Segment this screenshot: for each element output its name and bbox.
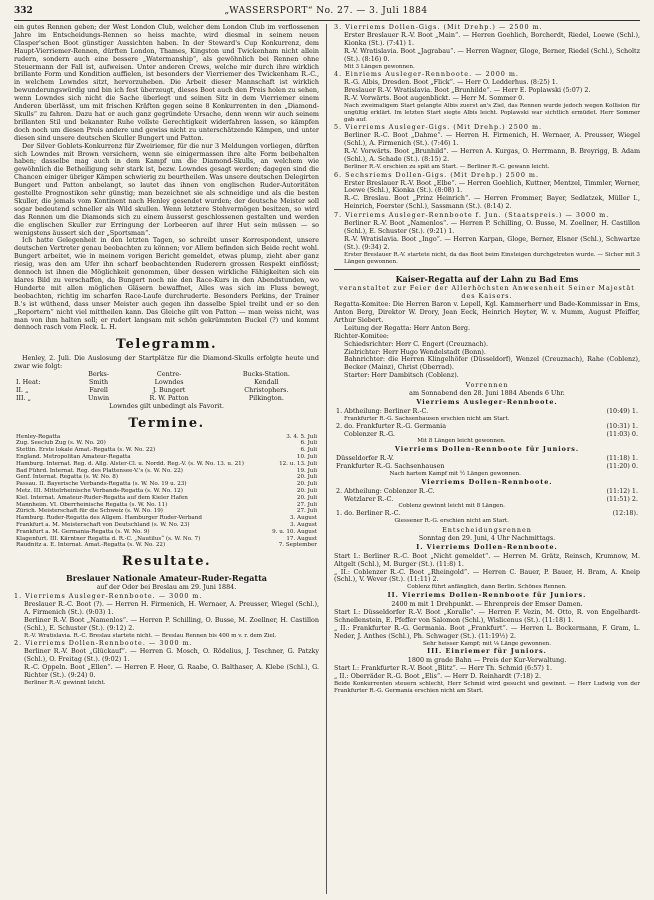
table-cell: Frankfurt a. M. Germania-Regatta (s. W. No. 9)	[16, 528, 150, 535]
race-result: R.-C. Oppeln. Boot „Ellen“. — Herren F. Heer, G. Raabe, O. Balthaser, A. Klebe (Schl.), G. Richter (St.). (9:24) 0.	[24, 663, 319, 680]
table-row	[14, 461, 319, 468]
table-row	[14, 542, 319, 549]
journal-title: „WASSERSPORT“ No. 27. — 3. Juli 1884	[224, 6, 428, 16]
table-cell: 2. Abtheilung: Coblenzer R.-C.	[336, 486, 435, 495]
table-cell: Wetzlarer R.-C.	[344, 494, 394, 503]
table-cell: Lowndes	[154, 378, 184, 387]
race-result: Breslauer R.-C. Boot (?). — Herren H. Firmenich, H. Wernaer, A. Preusser, Wiegel (Schl.), A. Firmenich (St.). (9:03) 1.	[24, 600, 319, 616]
race-subtitle: 2400 m mit 1 Drehpunkt. — Ehrenpreis der Emser Damen.	[391, 600, 583, 609]
race-note: Erster Breslauer R.-V. startete nicht, da das Boot beim Einsteigen durchgetreten wurde. — Sicher mit 3 Längen gewonnen.	[344, 251, 640, 265]
heat-table	[14, 371, 319, 403]
race-result: Breslauer R.-V. Wratislavia. Boot „Brunhilde“. — Herr E. Poplawski (5:07) 2.	[344, 86, 591, 95]
table-cell: 7. September	[278, 542, 317, 549]
table-cell: Stettin. Erste lokale Amat.-Regatta (s. W. No. 22)	[16, 447, 156, 454]
table-cell: J. Bungert	[152, 385, 186, 394]
race-result: Start I.: Düsseldorfer R.-V. Boot „Koralle“. — Herren F. Vezin, M. Otto, R. von Engelhardt-Schnellenstein, E. Pfeffer von Salomon (Schl.), Wislicenus (St.). (11:18) 1.	[334, 607, 640, 624]
table-cell: Giessener R.-G. erschien nicht am Start.	[394, 518, 509, 525]
kaiser-regatta-intro: veranstaltet zur Feier der Allerhöchsten Anwesenheit Seiner Majestät des Kaisers.	[339, 284, 635, 301]
table-cell: 3. August	[289, 522, 317, 529]
table-cell: Kendall	[254, 378, 279, 387]
table-cell: Hamburg. Internat. Reg. d. Allg. Alster-Cl. u. Nordd. Reg.-V. (s. W. No. 13. u. 21)	[16, 460, 244, 467]
table-cell: 6. Juli	[300, 440, 317, 447]
race-note: Nach zweimaligem Start gelangte Albis zuerst an's Ziel, das Rennen wurde jedoch wegen Kollision für ungültig erklärt. Im letzten Start siegte Albis leicht. Poplawski war sichtlich ermüdet. Herr Sommer gab auf.	[344, 102, 640, 123]
race-title: II. Vierriems Dollen-Rennboote für Juniors.	[387, 591, 587, 600]
table-cell: (11:12) 1.	[606, 486, 638, 495]
table-cell: 27. Juli	[296, 501, 317, 508]
table-header: Bucks-Station.	[242, 370, 290, 379]
regatta-date: auf der Oder bei Breslau am 29. Juni 1884.	[96, 583, 237, 592]
race-title: 6. Sechsriems Dollen-Gigs. (Mit Drehp.) 2500 m.	[334, 170, 540, 179]
table-cell: II. „	[16, 385, 29, 394]
race-result: R.-V. Vorwärts. Boot „Brunhild“. — Herren A. Kurgas, O. Herrmann, B. Breyrigg, B. Adam (Schl.), A. Schade (St.). (8:15) 2.	[344, 147, 640, 163]
race-title: Vierriems Ausleger-Rennboote.	[416, 398, 558, 407]
page-number: 332	[14, 6, 33, 16]
result-table	[334, 455, 640, 478]
table-cell: (12:18).	[612, 509, 638, 518]
table-row	[14, 447, 319, 454]
telegram-text: Henley, 2. Juli. Die Auslosung der Startplätze für die Diamond-Skulls erfolgte heute und zwar wie folgt:	[14, 354, 319, 371]
table-cell: Frankfurter R.-G. Sachsenhausen erschien nicht am Start.	[344, 415, 510, 422]
page-header	[14, 6, 638, 20]
race-result: R.-G. Albis, Dresden. Boot „Flick“. — Herr O. Ledderhus. (8:25) 1.	[344, 78, 558, 87]
table-cell: 17. August	[286, 535, 317, 542]
race-result: Start I.: Berliner R.-C. Boot „Nicht gemeldet“. — Herren M. Grätz, Reinsch, Krumnow, M. Altgelt (Schl.), M. Burger (St.). (11:8) 1.	[334, 551, 640, 568]
table-cell: Frankfurter R.-G. Sachsenhausen	[336, 462, 445, 471]
table-cell: Farell	[89, 385, 108, 394]
table-cell: 20. Juli	[296, 488, 317, 495]
telegram-footer: Lowndes gilt unbedingt als Favorit.	[109, 401, 224, 410]
race-note: R.-V. Wratislavia. R.-C. Breslau startete nicht. — Breslau Rennen bis 400 m v. r. dem Ziel.	[24, 632, 277, 639]
race-title: 7. Vierriems Ausleger-Rennboote f. Jun. (Staatspreis.) — 3000 m.	[334, 211, 610, 220]
race-note: Sehr heisser Kampf; mit ⅛ Länge gewonnen.	[422, 640, 552, 647]
race-title: 5. Vierriems Ausleger-Gigs. (Mit Drehp.) 2500 m.	[334, 123, 543, 132]
section-date: Sonntag den 29. Juni, 4 Uhr Nachmittags.	[418, 533, 556, 542]
table-cell: Zug. Seeclub Zug (s. W. No. 20)	[16, 440, 106, 447]
race-title: Vierriems Dollen-Rennboote für Juniors.	[394, 445, 580, 454]
race-title: 1. Vierriems Ausleger-Rennboote. — 3000 m.	[14, 592, 203, 601]
table-row	[334, 463, 640, 471]
report-paragraph: Der Silver Goblets-Konkurrenz für Zweiriemer, für die nur 3 Meldungen vorliegen, dürften sich Lowndes mit Brown versichern, wenn sie einigermassen ihre alte Form beibehalten haben; dasselbe mag auch in dem Kampf um die Diamond-Skulls, an welchem wie gewöhnlich die Betheiligung sehr stark ist, bezw. Lowndes gesagt werden; dagegen sind die Chancen einiger übriger Kämpen schwierig zu beurtheilen. Was unsere deutschen Delegirten Bungert und Patton anbelangt, so lautet das ihnen von englischen Ruder-Autoritäten gestellte Prognostikon sehr günstig; man bezeichnet sie als schneidige und als die besten Skuller, die jemals vom Kontinent nach Henley gesendet wurden; der deutsche Meister soll sogar bedeutend schneller als Wild skullen. Wenn letztere Stehvermögen besitzen, so wird das Rennen um die Diamonds sich zu einem äusserst geschlossenen gestalten und werden die englischen Skuller zur Erringung der Lorbeeren auf ihrer Hut sein müssen — so wenigstens äussert sich der „Sportsman“.	[14, 141, 319, 237]
section-heading: Entscheidungsrennen	[442, 525, 532, 534]
table-cell: (11:18) 1.	[606, 454, 638, 463]
right-column	[334, 24, 640, 695]
table-cell: III. „	[16, 393, 31, 402]
race-title: 4. Einriems Ausleger-Rennboote. — 2000 m.	[334, 70, 519, 79]
table-cell: Mit 8 Längen leicht gewonnen.	[417, 438, 506, 445]
table-row	[334, 408, 640, 416]
race-title: Vierriems Dollen-Rennboote.	[421, 477, 553, 486]
report-paragraph: Ich hatte Gelegenheit in den letzten Tagen, so schreibt unser Korrespondent, unsere deutschen Vertreter genau beobachten zu können; vor Allem befinden sich Beide recht wohl. Bungert arbeitet, wie in meinem vorigen Bericht gemeldet, etwas plump, zieht aber ganz riesig, was den am Ufer ihn scharf beobachtenden Ruderern grossen Respekt einflösst; dennoch ist ihnen die Möglichkeit genommen, über dessen wirkliche Fähigkeiten sich ein klares Bild zu verschaffen, da Bungert noch nie den Race-Kurs in den Abendstunden, wo Hunderte mit allen möglichen Gläsern bewaffnet, Alles was sich im Fluss bewegt, beobachten, richtig im scharfen Race-Laufe durchruderte. Besonders Perkins, der Trainer B.'s ist wüthend, dass unser Meister auch gegen ihn dasselbe Spiel treibt und er so den „Reportern“ nicht viel mittheilen kann. Das Gleiche gilt von Patton — man weiss nicht, was man von ihm halten soll; er rudert langsam mit schön gekrümmten Buckel (?) und kommt dennoch rasch vom Fleck. L. H.	[14, 236, 319, 332]
table-row	[334, 518, 640, 525]
table-row	[334, 510, 640, 518]
table-cell: Coblenz gewinnt leicht mit 8 Längen.	[398, 503, 505, 510]
table-cell: Nach hartem Kampf mit ½ Längen gewonnen.	[389, 470, 521, 477]
table-cell: (10:49) 1.	[606, 406, 638, 415]
kaiser-regatta-title: Kaiser-Regatta auf der Lahn zu Bad Ems	[395, 274, 579, 285]
race-result: R.-V. Wratislavia. Boot „Jagrabau“. — Herren Wagner, Gloge, Berner, Riedel (Schl.), Scholtz (St.). (8:16) 0.	[344, 46, 640, 63]
table-cell: Unwin	[88, 393, 110, 402]
table-cell: 12. u. 13. Juli	[279, 460, 317, 467]
table-row	[14, 488, 319, 495]
termine-heading: Termine.	[128, 415, 205, 431]
table-row	[334, 431, 640, 439]
section-date: am Sonnabend den 28. Juni 1884 Abends 6 Uhr.	[409, 389, 565, 398]
section-rule	[334, 269, 640, 270]
table-cell: 19. Juli	[296, 467, 317, 474]
committee-line: Zielrichter: Herr Hugo Wendelstadt (Bonn).	[344, 347, 486, 356]
committee-line: Leitung der Regatta: Herr Anton Berg.	[344, 323, 471, 332]
committee-line: Starter: Herr Dambitsch (Coblenz).	[344, 371, 459, 380]
result-table	[334, 408, 640, 445]
table-cell: 27. Juli	[296, 508, 317, 515]
race-result: Erster Breslauer R.-V. Boot „Main“. — Herren Goehlich, Borcherdt, Riedel, Loewe (Schl.), Kionka (St.). (7:41) 1.	[344, 30, 640, 47]
header-rule	[14, 20, 640, 21]
race-title: 2. Vierriems Dollen-Rennboote. — 3000 m.	[14, 639, 193, 648]
race-result: R.-V. Wratislavia. Boot „Ingo“. — Herren Karpan, Gloge, Berner, Elsner (Schl.), Schwartze (St.). (9:34) 2.	[344, 234, 640, 251]
table-row	[334, 471, 640, 478]
regatta-title: Breslauer Nationale Amateur-Ruder-Regatta	[66, 573, 267, 584]
race-result: Berliner R.-V. Boot „Namenlos“. — Herren P. Schilling, O. Busse, M. Zoellner, H. Castillon (Schl.), E. Schuster (St.). (9:21) 1.	[344, 219, 640, 236]
table-cell: 20. Juli	[296, 494, 317, 501]
result-table	[334, 488, 640, 525]
table-cell: 1. Abtheilung: Berliner R.-C.	[336, 406, 429, 415]
table-cell: Passau. II. Bayerische Verbands-Regatta (s. W. No. 19 u. 23)	[16, 481, 187, 488]
table-cell: 10. Juli	[296, 454, 317, 461]
committee-line: Bahnrichter: die Herren Klingelhöfer (Düsseldorf), Wenzel (Creuznach), Rahe (Coblenz), Becker (Mainz), Christ (Oberrad).	[344, 355, 640, 372]
left-column	[14, 24, 319, 687]
committee-line: Richter-Komitee:	[334, 331, 389, 340]
table-cell: Zürich. Meisterschaft für die Schweiz (s. W. No. 19)	[16, 508, 163, 515]
committee-line: Schiedsrichter: Herr C. Engert (Creuznach).	[344, 339, 489, 348]
table-cell: I. Heat:	[16, 378, 41, 387]
race-note: Beide Konkurrenten steuern schlecht, Herr Schmid wird gesucht und gewinnt. — Herr Ludwig von der Frankfurter R.-G. Germania erschien nicht am Start.	[334, 680, 640, 694]
race-title: III. Einriemer für Juniors.	[427, 647, 547, 656]
table-cell: Frankfurt a. M. Meisterschaft von Deutschland (s. W. No. 23)	[16, 522, 190, 529]
termine-table	[14, 434, 319, 550]
table-cell: (11:03) 0.	[606, 429, 638, 438]
race-result: „ II.: Oberräder R.-G. Boot „Elis“. — Herr D. Reinhardt (7:18) 2.	[334, 672, 541, 681]
table-cell: 20. Juli	[296, 474, 317, 481]
table-cell: Coblenzer R.-G.	[344, 429, 395, 438]
race-result: Berliner R.-V. Boot „Glückauf“. — Herren G. Mosch, O. Rödelius, J. Teschner, G. Patzky (Schl.), O. Freitag (St.). (9:02) 1.	[24, 647, 319, 664]
table-row	[14, 522, 319, 529]
table-cell: 3. August	[289, 515, 317, 522]
table-header: Berks-	[88, 370, 110, 379]
table-row	[334, 438, 640, 445]
table-cell: 6. Juli	[300, 447, 317, 454]
table-cell: Düsseldorfer R.-V.	[336, 454, 394, 463]
table-cell: (11:51) 2.	[606, 494, 638, 503]
race-result: Start I.: Frankfurter R.-V. Boot „Blitz“. — Herr Th. Schmid (6:57) 1.	[334, 664, 552, 673]
telegram-heading: Telegramm.	[115, 337, 218, 353]
table-cell: Hamburg. Ruder-Regatta des Allgem. Hamburger Ruder-Verband	[16, 515, 202, 522]
table-cell: Smith	[89, 378, 109, 387]
table-cell: (11:20) 0.	[606, 462, 638, 471]
table-cell: England. Metropolitan Amateur-Regatta	[16, 454, 131, 461]
race-result: Erster Breslauer R.-V. Boot „Elbe“. — Herren Goehlich, Kuttner, Mentzel, Timmler, Werner, Loewe (Schl.), Kionka (St.). (8:08) 1.	[344, 178, 640, 195]
race-note: Berliner R.-V. erschien zu spät am Start. — Berliner R.-C. gewann leicht.	[344, 163, 550, 170]
table-cell: Raudnitz a. E. Internat. Amat.-Regatta (s. W. No. 22)	[16, 542, 166, 549]
table-cell: Mannheim. VI. Oberrheinische Regatta (s. W. No. 11)	[16, 501, 168, 508]
table-cell: Genf. Internat. Regatta (s. W. No. 8)	[16, 474, 119, 481]
race-result: „ II.: Coblenzer R.-C. Boot „Rheingold“. — Herren C. Bauer, P. Bauer, H. Bram, A. Kneip (Schl.), V. Wever (St.). (11:11) 2.	[334, 567, 640, 584]
table-cell: Metz. III. Mittelrheinische Verbands-Regatta (s. W. No. 12)	[16, 488, 183, 495]
table-cell: Pilkington.	[248, 393, 284, 402]
table-cell: 9. u. 10. August	[272, 528, 317, 535]
table-row	[14, 495, 319, 502]
race-note: Mit 3 Längen gewonnen.	[344, 63, 415, 70]
committee-line: Regatta-Komitee: Die Herren Baron v. Lepell, Kgl. Kammerherr und Bade-Kommissar in Ems, Anton Berg, Direktor W. Drory, Jean Eeck, Heinrich Heyter, W. v. Mumm, August Pfeiffer, Arthur Siebert.	[334, 300, 640, 324]
race-result: Berliner R.-C. Boot „Dahme“. — Herren H. Firmenich, H. Wernaer, A. Preusser, Wiegel (Schl.), A. Firmenich (St.). (7:46) 1.	[344, 131, 640, 148]
report-paragraph: ein gutes Rennen geben; der West London Club, welcher dem London Club im verflossenen Jahre im Entscheidungs-Rennen so heiss machte, wird diesmal in seinem neuen Clasper'schen Boot günstiger Aussichten haben. In der Steward's Cup Konkurrenz, dem Haupt-Vierriemer-Rennen, dürften London, Thames, Kingston und Twickenham nicht allein rudern, sondern auch eine besserе „Watermanship“, als gewöhnlich bei Rennen ohne Steuermann der Fall ist, aufweisen. Unter anderen Crews, welche mir durch ihre wirklich brillante Form und Kondition auffielen, ist besonders der Vierriemer des Twickenham R.-C., in welchem Lowndes sitzt, hervorzuheben. Die Arbeit dieser Mannschaft ist wirklich bewunderungswürdig und bin ich fest überzeugt, dieses Boot auch den Preis holen zu sehen, wenn Lowndes sich nicht die Sache überlegt und seinen Sitz in dem Vierriemer einem Anderen überlässt, um mit frischen Kräften gegen seine 8 Konkurrenten in den „Diamond-Skulls“ zu fahren. Dazu hat er auch ganz gegründete Ursache, denn wenn wir auch seinem brillanten Stil und bekannter Ruhe vollste Gerechtigkeit widerfahren lassen, so kämpfen doch noch um diesen Preis andere und gewiss nicht zu unterschätzende Kämpen, und unter diesen sind unsere deutschen Skuller Bungert und Patton.	[14, 23, 319, 142]
table-cell: 1. do. Berliner R.-C.	[336, 509, 401, 518]
table-cell: Kiel. Internat. Amateur-Ruder-Regatta auf dem Kieler Hafen	[16, 494, 188, 501]
table-cell: 2. do. Frankfurter R.-G. Germania	[336, 421, 447, 430]
resultate-heading: Resultate.	[121, 554, 211, 570]
table-cell: 20. Juli	[296, 481, 317, 488]
table-cell: (10:31) 1.	[606, 421, 638, 430]
table-cell: R. W. Patton	[149, 393, 189, 402]
race-result: Berliner R.-V. Boot „Namenlos“. — Herren P. Schilling, O. Busse, M. Zoellner, H. Castillon (Schl.), E. Schuster (St.). (9:12) 2.	[24, 615, 319, 632]
race-subtitle: 1800 m grade Bahn — Preis der Kur-Verwaltung.	[407, 656, 567, 665]
race-note: Coblenz führt anfänglich, dann Berlin. Schönes Rennen.	[407, 584, 567, 591]
column-divider	[326, 24, 327, 894]
race-result: R.-C. Breslau. Boot „Prinz Heinrich“. — Herren Frommer, Bayer, Sedlatzek, Müller I., Heinrich, Foerster (Schl.), Sassmann (St.). (8:14) 2.	[344, 194, 640, 211]
race-result: „ II.: Frankfurter R.-G. Germania. Boot „Frankfurt“. — Herren L. Bockermann, F. Gram, L. Neder, J. Anthes (Schl.), Ph. Schwager (St.). (11:19½) 2.	[334, 623, 640, 640]
table-header: Centre-	[156, 370, 182, 379]
table-row	[334, 496, 640, 504]
race-note: Berliner R.-V. gewinnt leicht.	[24, 680, 106, 686]
table-row	[14, 508, 319, 515]
table-row	[14, 454, 319, 461]
race-result: R.-V. Vorwärts. Boot augenblickt. — Herr M. Sommer 0.	[344, 94, 525, 103]
race-title: 3. Vierriems Dollen-Gigs. (Mit Drehp.) — 2500 m.	[334, 23, 543, 31]
table-cell: Christophers.	[244, 385, 289, 394]
race-title: I. Vierriems Dollen-Rennboote.	[416, 542, 558, 551]
table-cell: Henley-Regatta	[16, 433, 61, 440]
table-row	[14, 529, 319, 536]
table-cell: 3. 4. 5. Juli	[286, 433, 317, 440]
table-cell: Bad Führd. Internat. Reg. des Plattensee-V.'s (s. W. No. 22)	[16, 467, 183, 474]
table-cell: Klagenfurt. III. Kärntner Regatta d. R.-C. „Nautilus“ (s. W. No. 7)	[16, 535, 201, 542]
section-heading: Vorrennen	[465, 381, 509, 390]
